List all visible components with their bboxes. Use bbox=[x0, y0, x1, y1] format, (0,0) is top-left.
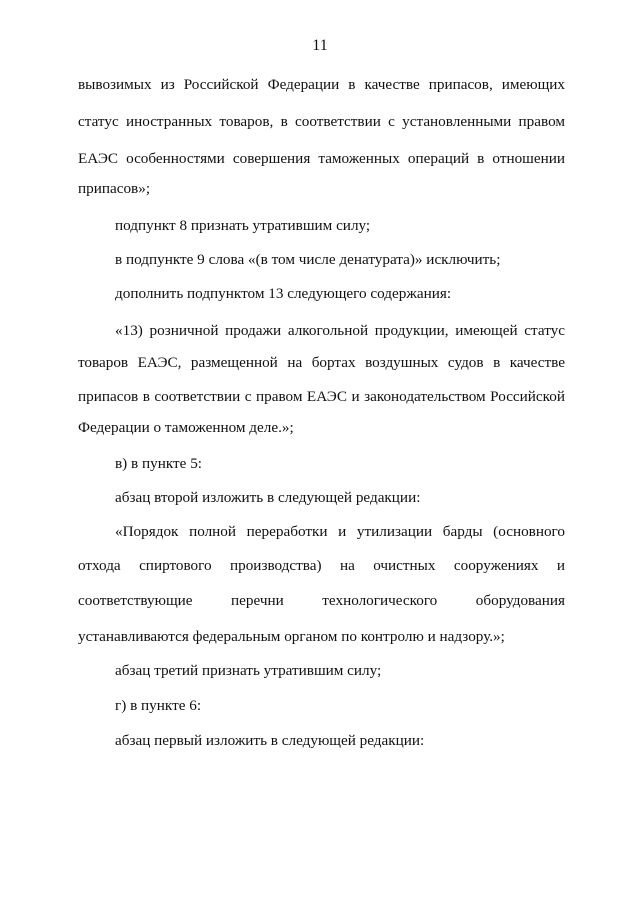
text-line: Федерации о таможенном деле.»; bbox=[78, 419, 294, 436]
text-line: припасов»; bbox=[78, 180, 151, 197]
text-line: соответствующие перечни технологического оборудования bbox=[78, 592, 565, 609]
text-line: отхода спиртового производства) на очистных сооружениях и bbox=[78, 557, 565, 574]
text-line: припасов в соответствии с правом ЕАЭС и законодательством Российской bbox=[78, 388, 565, 405]
text-line: в подпункте 9 слова «(в том числе денатурата)» исключить; bbox=[115, 251, 501, 268]
text-line: г) в пункте 6: bbox=[115, 697, 202, 714]
text-line: статус иностранных товаров, в соответствии с установленными правом bbox=[78, 113, 565, 130]
text-line: «13) розничной продажи алкогольной продукции, имеющей статус bbox=[115, 322, 565, 339]
text-line: «Порядок полной переработки и утилизации барды (основного bbox=[115, 523, 565, 540]
text-line: вывозимых из Российской Федерации в качестве припасов, имеющих bbox=[78, 76, 565, 93]
text-line: дополнить подпунктом 13 следующего содержания: bbox=[115, 285, 452, 302]
text-line: ЕАЭС особенностями совершения таможенных операций в отношении bbox=[78, 150, 565, 167]
text-line: абзац второй изложить в следующей редакции: bbox=[115, 489, 421, 506]
text-line: подпункт 8 признать утратившим силу; bbox=[115, 217, 371, 234]
text-line: абзац первый изложить в следующей редакции: bbox=[115, 732, 425, 749]
page-number: 11 bbox=[312, 37, 328, 54]
text-line: товаров ЕАЭС, размещенной на бортах воздушных судов в качестве bbox=[78, 354, 565, 371]
text-line: устанавливаются федеральным органом по контролю и надзору.»; bbox=[78, 628, 505, 645]
text-line: в) в пункте 5: bbox=[115, 455, 203, 472]
text-line: абзац третий признать утратившим силу; bbox=[115, 662, 382, 679]
